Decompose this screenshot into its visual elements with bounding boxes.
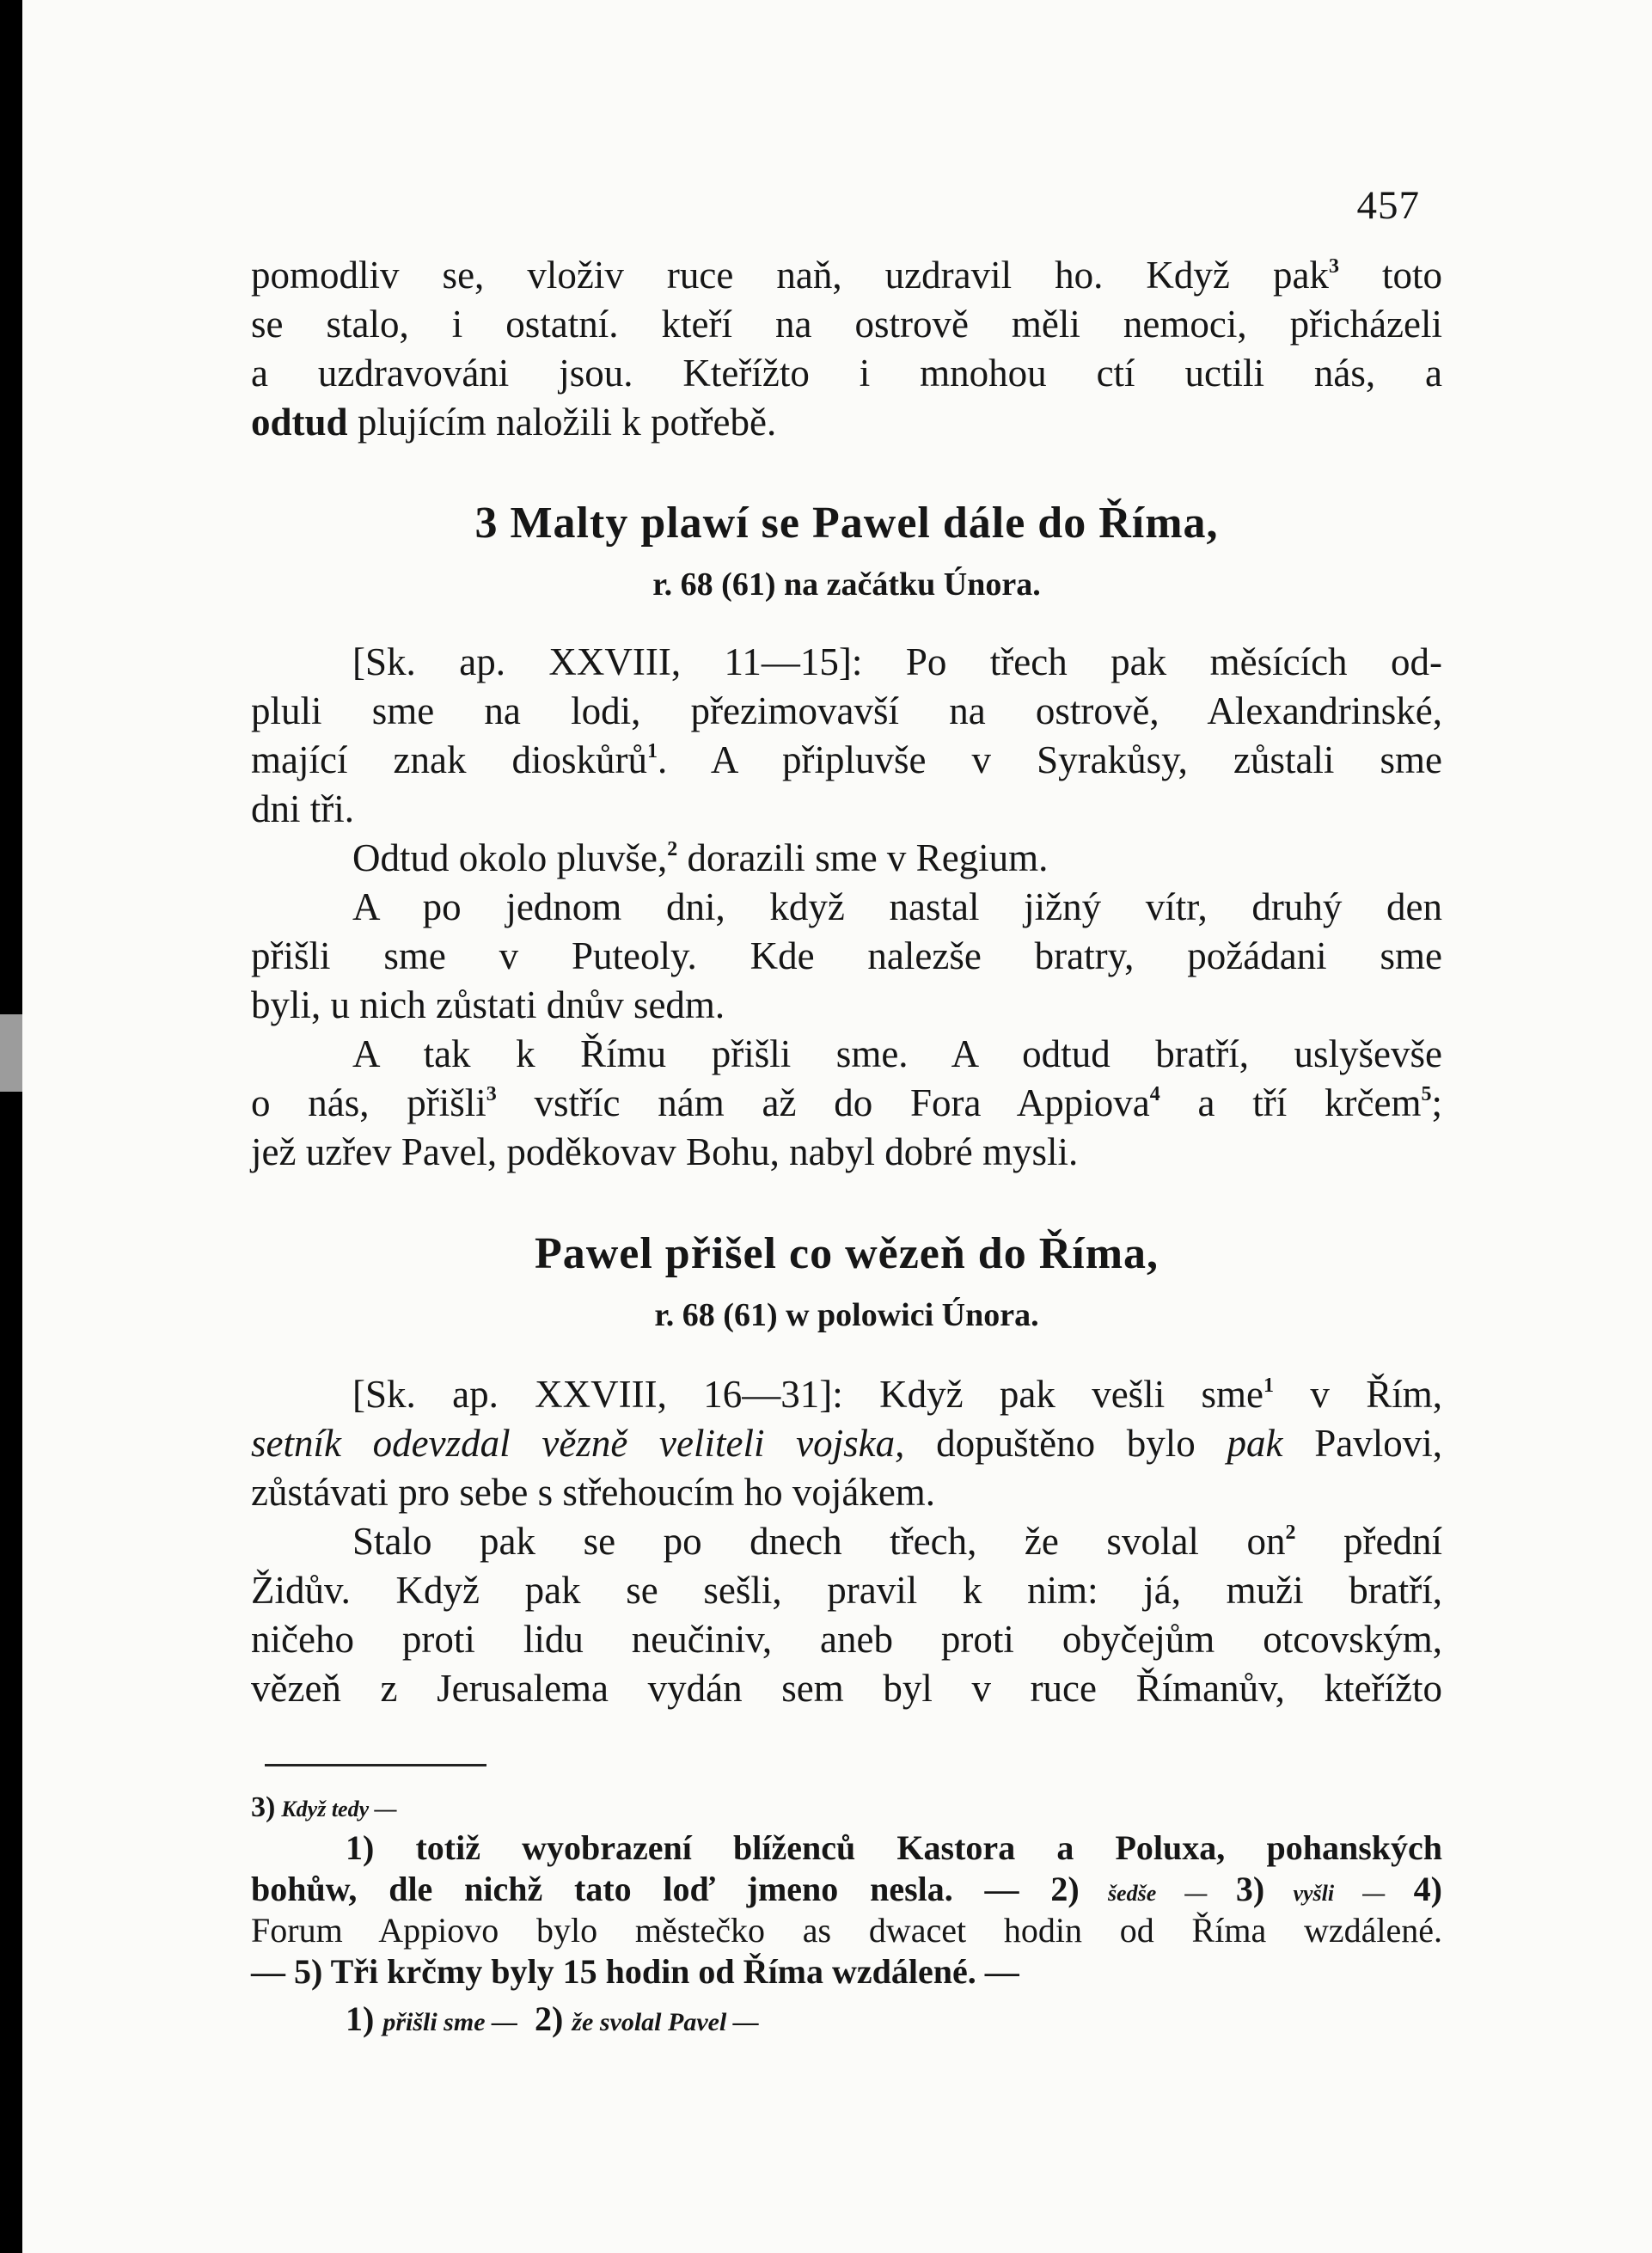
binding-edge bbox=[0, 1014, 22, 1092]
text-line: Stalo pak se po dnech třech, že svolal $on^2$ přední bbox=[352, 1520, 1443, 1563]
text-line: [Sk. ap. XXVIII, 11—15]: Po třech pak měsících od- bbox=[352, 640, 1442, 683]
text-line: pluli sme na lodi, přezimovavší na ostrově, Alexandrinské, bbox=[251, 689, 1442, 732]
heading-title: 3 Malty plawí se Pawel dále do Říma, bbox=[474, 499, 1219, 548]
text-line: setník odevzdal vězně veliteli vojska, dopuštěno bylo pak Pavlovi, bbox=[251, 1422, 1442, 1465]
page-number: 457 bbox=[1356, 183, 1420, 228]
paragraph-acts-28-16 bbox=[251, 1370, 1442, 1713]
footnote-divider bbox=[265, 1764, 486, 1766]
heading-title: Pawel přišel co wězeň do Říma, bbox=[534, 1229, 1159, 1278]
text-line: se stalo, i ostatní. kteří na ostrově měli nemoci, přicházeli bbox=[251, 303, 1442, 346]
text-line: A tak k Římu přišli sme. A odtud bratří, uslyševše bbox=[352, 1032, 1442, 1075]
heading-subtitle: r. 68 (61) w polowici Února. bbox=[654, 1297, 1039, 1333]
text-line: dni tři. bbox=[251, 787, 354, 830]
text-line: [Sk. ap. XXVIII, 16—31]: Když pak vešli sme$^1$ v Řím, bbox=[352, 1373, 1442, 1416]
text-line: a uzdravováni jsou. Kteřížto i mnohou ctí uctili nás, a bbox=[251, 352, 1442, 395]
footnote-line: 1) totiž wyobrazení blíženců Kastora a Poluxa, pohanských bbox=[346, 1828, 1442, 1867]
scripture-reference: [Sk. ap. XXVIII, 16—31] bbox=[352, 1373, 833, 1416]
text-line: jež uzřev Pavel, poděkovav Bohu, nabyl dobré mysli. bbox=[251, 1130, 1079, 1173]
text-line: pomodliv se, vloživ ruce naň, uzdravil ho. Když pak$^3$ toto bbox=[251, 254, 1442, 297]
text-line: Odtud okolo pluvše,$^2$ dorazili sme v Regium. bbox=[352, 836, 1049, 879]
footnote-line: Forum Appiovo bylo městečko as dwacet hodin od Říma wzdálené. bbox=[251, 1911, 1442, 1950]
text-line: Židův. Když pak se sešli, pravil k nim: já, muži bratří, bbox=[251, 1569, 1442, 1612]
document-page bbox=[22, 0, 1652, 2253]
footnote-editorial: 3) Když tedy — bbox=[251, 1791, 397, 1823]
text-line: A po jednom dni, když nastal jižný vítr, druhý den bbox=[352, 885, 1442, 928]
heading-subtitle: r. 68 (61) na začátku Února. bbox=[652, 566, 1041, 603]
text-line: mající znak dioskůrů$^1$. A připluvše v Syrakůsy, zůstali sme bbox=[251, 738, 1442, 781]
paragraph-acts-28-11 bbox=[251, 638, 1442, 1177]
footnote-line: bohůw, dle nichž tato loď jmeno nesla. — 2) šedše — 3) vyšli — 4) bbox=[251, 1870, 1442, 1908]
text-line: odtud plujícím naložili k potřebě. bbox=[251, 401, 777, 444]
text-line: o nás, přišli$^3$ vstříc nám až do Fora Appiova$^4$ a tří krčem$^5$; bbox=[251, 1081, 1442, 1124]
section-heading bbox=[251, 1221, 1442, 1343]
text-line: ničeho proti lidu neučiniv, aneb proti obyčejům otcovským, bbox=[251, 1618, 1442, 1661]
footnote-editorial: 1) přišli sme — 2) že svolal Pavel — bbox=[346, 1999, 759, 2038]
scripture-reference: [Sk. ap. XXVIII, 11—15] bbox=[352, 640, 852, 683]
text-line: byli, u nich zůstati dnův sedm. bbox=[251, 983, 725, 1026]
text-line: zůstávati pro sebe s střehoucím ho vojákem. bbox=[251, 1471, 936, 1514]
text-line: přišli sme v Puteoly. Kde nalezše bratry, požádani sme bbox=[251, 934, 1442, 977]
section-heading bbox=[251, 490, 1442, 612]
text-line: vězeň z Jerusalema vydán sem byl v ruce Římanův, kteřížto bbox=[251, 1667, 1442, 1710]
footnote-line: — 5) Tři krčmy byly 15 hodin od Říma wzdálené. — bbox=[251, 1952, 1019, 1991]
paragraph-opening bbox=[251, 251, 1442, 447]
footnotes bbox=[251, 1788, 1442, 2039]
